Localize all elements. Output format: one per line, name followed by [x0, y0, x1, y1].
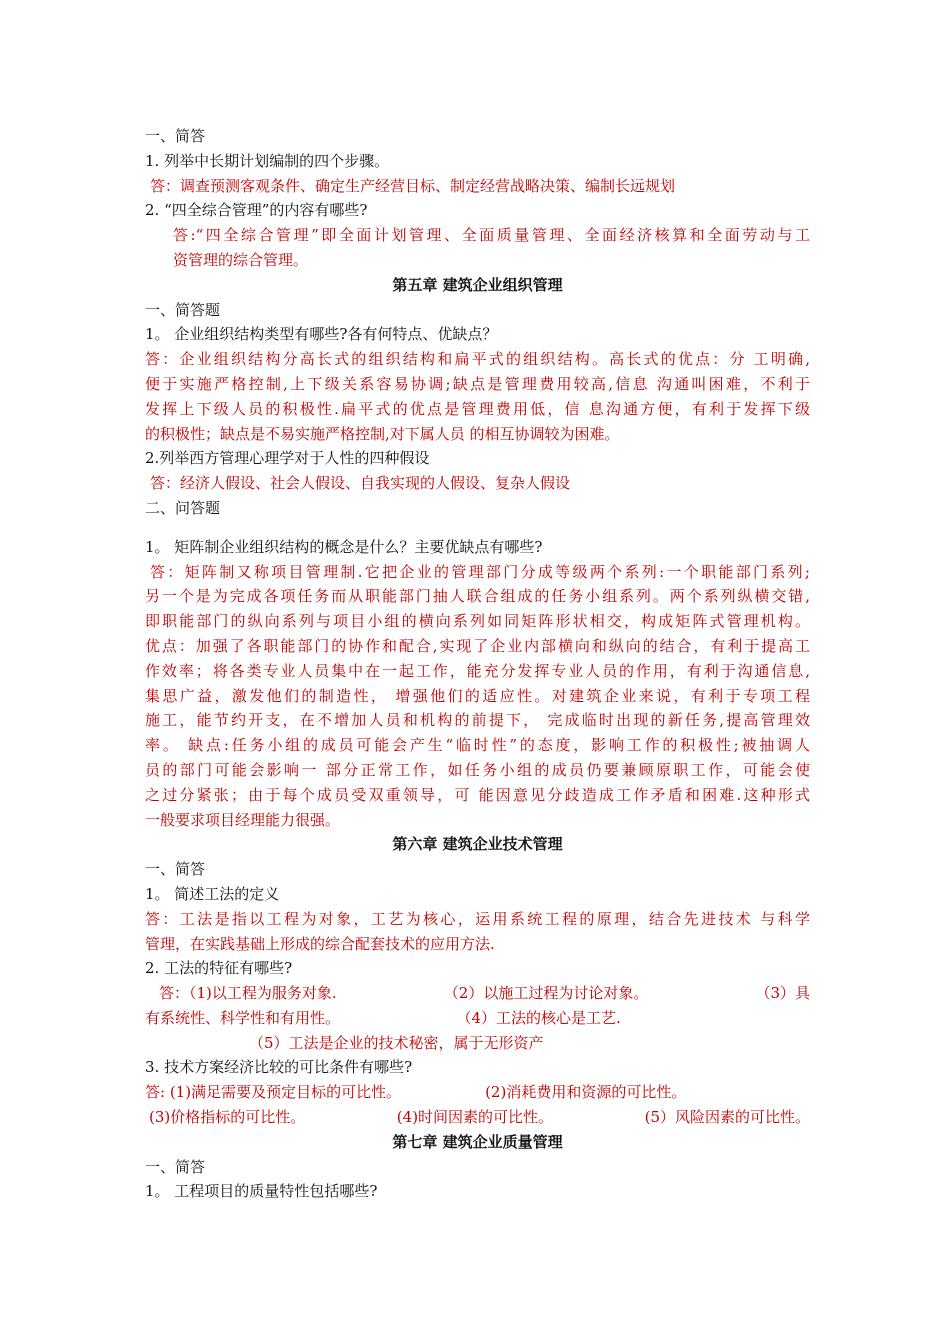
answer-item: (3)价格指标的可比性。 [149, 1108, 306, 1127]
chapter-title: 第七章 建筑企业质量管理 [392, 1132, 563, 1151]
answer-line: 优点：加强了各职能部门的协作和配合,实现了企业内部横向和纵向的结合，有利于提高工 [145, 636, 810, 655]
answer-line: 作效率；将各类专业人员集中在一起工作，能充分发挥专业人员的作用，有利于沟通信息, [145, 661, 810, 680]
answer-item: （3）具 [755, 984, 810, 1003]
answer-row [145, 1080, 810, 1105]
answer-item: （2）以施工过程为讨论对象。 [443, 984, 649, 1003]
section-heading: 一、简答 [145, 1157, 206, 1176]
section-heading: 一、简答 [145, 127, 206, 145]
section-heading: 一、简答题 [145, 300, 221, 319]
question: 1。 企业组织结构类型有哪些?各有何特点、优缺点？ [145, 325, 498, 344]
answer-line: 一般要求项目经理能力很强。 [145, 810, 341, 829]
question: 1。 矩阵制企业组织结构的概念是什么？主要优缺点有哪些? [145, 537, 543, 556]
question: 2.列举西方管理心理学对于人性的四种假设 [145, 449, 430, 468]
answer-item: 答: (1)满足需要及预定目标的可比性。 [145, 1083, 402, 1102]
answer-line: 便于实施严格控制,上下级关系容易协调;缺点是管理费用较高,信息 沟通叫困难，不利于 [145, 374, 810, 393]
answer-row [145, 1105, 810, 1130]
question: 1。 简述工法的定义 [145, 884, 280, 903]
answer-line: 另一个是为完成各项任务而从职能部门抽人联合组成的任务小组系列。两个系列纵横交错, [145, 587, 810, 606]
section-heading: 一、简答 [145, 860, 206, 879]
answer: 答：调查预测客观条件、确定生产经营目标、制定经营战略决策、编制长远规划 [150, 176, 676, 195]
question: 3. 技术方案经济比较的可比条件有哪些? [145, 1058, 413, 1077]
question: 2. “四全综合管理”的内容有哪些? [145, 201, 368, 220]
answer-line: 率。 缺点:任务小组的成员可能会产生“临时性”的态度，影响工作的积极性;被抽调人 [145, 736, 810, 755]
answer-item: （4）工法的核心是工艺. [464, 1008, 621, 1027]
answer-line: 资管理的综合管理。 [173, 250, 309, 269]
answer-item: (4)时间因素的可比性。 [396, 1108, 554, 1127]
answer-line: 答：企业组织结构分高长式的组织结构和扁平式的组织结构。高长式的优点：分 工明确, [145, 350, 810, 369]
answer-line: 之过分紧张；由于每个成员受双重领导，可 能因意见分歧造成工作矛盾和困难.这种形式 [145, 785, 810, 804]
answer-item: 答：（1)以工程为服务对象. [159, 984, 337, 1003]
answer-item: （5）工法是企业的技术秘密，属于无形资产 [249, 1033, 544, 1052]
question: 2. 工法的特征有哪些? [145, 959, 293, 978]
answer-item: (5）风险因素的可比性。 [644, 1108, 810, 1127]
answer-line: 即职能部门的纵向系列与项目小组的横向系列如同矩阵形状相交，构成矩阵式管理机构。 [145, 612, 810, 631]
answer-line: 员的部门可能会影响一 部分正常工作，如任务小组的成员仍要兼顾原职工作，可能会使 [145, 760, 810, 779]
answer-item: 有系统性、科学性和有用性。 [145, 1008, 341, 1027]
document-page [145, 124, 810, 1204]
chapter-title: 第五章 建筑企业组织管理 [392, 275, 563, 294]
answer-line: 管理，在实践基础上形成的综合配套技术的应用方法. [145, 934, 495, 953]
answer-line: 发挥上下级人员的积极性.扁平式的优点是管理费用低，信 息沟通方便，有利于发挥下级 [145, 399, 810, 418]
answer-line: 答：矩阵制又称项目管理制.它把企业的管理部门分成等级两个系列:一个职能部门系列; [150, 562, 810, 581]
question: 1。 工程项目的质量特性包括哪些? [145, 1182, 378, 1201]
section-heading: 二、问答题 [145, 498, 221, 517]
spacer [145, 521, 810, 535]
answer-line: 施工，能节约开支，在不增加人员和机构的前提下， 完成临时出现的新任务,提高管理效 [145, 711, 810, 730]
answer: 答：经济人假设、社会人假设、自我实现的人假设、复杂人假设 [150, 474, 571, 493]
answer-line: 集思广益，激发他们的制造性， 增强他们的适应性。对建筑企业来说，有利于专项工程 [145, 686, 810, 705]
answer-item: (2)消耗费用和资源的可比性。 [485, 1083, 687, 1102]
answer-line: 答:“四全综合管理”即全面计划管理、全面质量管理、全面经济核算和全面劳动与工 [173, 226, 810, 245]
answer-row [145, 981, 810, 1006]
answer-line: 答：工法是指以工程为对象，工艺为核心，运用系统工程的原理，结合先进技术 与科学 [145, 909, 810, 928]
question: 1. 列举中长期计划编制的四个步骤。 [145, 151, 390, 170]
answer-line: 的积极性；缺点是不易实施严格控制,对下属人员 的相互协调较为困难。 [145, 424, 620, 443]
chapter-title: 第六章 建筑企业技术管理 [392, 835, 563, 854]
answer-row [145, 1006, 810, 1031]
